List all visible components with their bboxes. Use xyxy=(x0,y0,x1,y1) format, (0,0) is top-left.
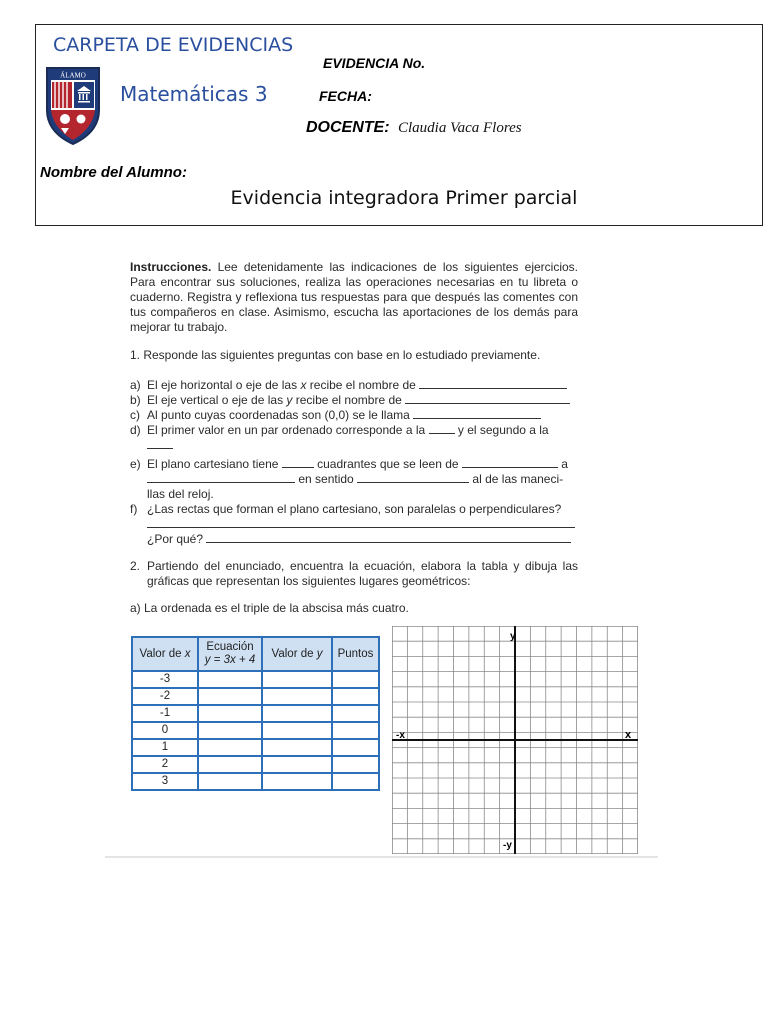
y-value-cell[interactable] xyxy=(262,739,332,756)
x-value-cell: -2 xyxy=(132,688,198,705)
worksheet-text xyxy=(130,260,578,616)
answer-blank[interactable] xyxy=(206,532,571,543)
y-value-cell[interactable] xyxy=(262,773,332,790)
equation-cell[interactable] xyxy=(198,773,262,790)
y-value-cell[interactable] xyxy=(262,722,332,739)
item-text xyxy=(147,408,578,423)
item-b-pre: El eje vertical o eje de las xyxy=(147,393,287,407)
item-d xyxy=(130,423,578,453)
question-2a: a) La ordenada es el triple de la abscisa más cuatro. xyxy=(130,601,409,615)
table-row xyxy=(132,773,379,790)
equation-cell[interactable] xyxy=(198,705,262,722)
question-2-number: 2. xyxy=(130,559,141,573)
answer-blank[interactable] xyxy=(413,408,541,419)
col-header-y-var: y xyxy=(316,647,323,660)
equation-cell[interactable] xyxy=(198,722,262,739)
col-header-eq-line2: y = 3x + 4 xyxy=(204,654,256,666)
item-letter: c) xyxy=(130,408,140,422)
header-box xyxy=(35,24,763,226)
table-row xyxy=(132,756,379,773)
points-cell[interactable] xyxy=(332,756,379,773)
question-2 xyxy=(130,559,578,589)
cartesian-grid xyxy=(392,626,638,854)
item-text xyxy=(147,423,578,453)
item-b-post: recibe el nombre de xyxy=(292,393,402,407)
y-value-cell[interactable] xyxy=(262,756,332,773)
evidencia-label: EVIDENCIA No. xyxy=(323,55,426,71)
col-header-eq-line1: Ecuación xyxy=(206,641,254,653)
y-value-cell[interactable] xyxy=(262,705,332,722)
item-f-text: ¿Las rectas que forman el plano cartesiano, son paralelas o perpendiculares? xyxy=(147,502,562,516)
col-header-x xyxy=(132,637,198,671)
y-axis-label: y xyxy=(510,631,516,642)
points-cell[interactable] xyxy=(332,688,379,705)
item-e-mid3: al de las maneci- xyxy=(472,472,564,486)
answer-blank[interactable] xyxy=(147,438,173,449)
x-value-cell: 0 xyxy=(132,722,198,739)
alumno-label: Nombre del Alumno: xyxy=(40,164,187,181)
table-row xyxy=(132,671,379,688)
question-1: 1. Responde las siguientes preguntas con base en lo estudiado previamente. xyxy=(130,348,541,362)
col-header-points: Puntos xyxy=(332,637,379,671)
item-a-post: recibe el nombre de xyxy=(306,378,416,392)
equation-cell[interactable] xyxy=(198,688,262,705)
cartesian-grid-svg xyxy=(392,626,638,854)
instructions-bold: Instrucciones. xyxy=(130,260,212,274)
item-text xyxy=(147,457,578,502)
item-c-text: Al punto cuyas coordenadas son (0,0) se le llama xyxy=(147,408,410,422)
item-f xyxy=(130,502,578,547)
item-d-pre: El primer valor en un par ordenado corresponde a la xyxy=(147,423,426,437)
table-header-row xyxy=(132,637,379,671)
item-d-mid: y el segundo a la xyxy=(457,423,549,437)
item-letter: d) xyxy=(130,423,141,437)
instructions-paragraph xyxy=(130,260,578,335)
points-cell[interactable] xyxy=(332,773,379,790)
col-header-y-pre: Valor de xyxy=(271,647,317,660)
item-b xyxy=(130,393,578,408)
evidence-title: Evidencia integradora Primer parcial xyxy=(230,187,578,209)
answer-blank[interactable] xyxy=(405,393,570,404)
neg-x-axis-label: -x xyxy=(396,730,405,741)
item-e-mid: cuadrantes que se leen de xyxy=(317,457,459,471)
x-value-cell: 2 xyxy=(132,756,198,773)
col-header-y xyxy=(262,637,332,671)
item-letter: b) xyxy=(130,393,141,407)
fecha-label: FECHA: xyxy=(319,88,372,104)
item-text xyxy=(147,393,578,408)
worksheet xyxy=(105,234,658,858)
answer-blank[interactable] xyxy=(419,378,567,389)
item-letter: a) xyxy=(130,378,141,392)
item-text xyxy=(147,502,578,547)
neg-y-axis-label: -y xyxy=(503,840,512,851)
item-e xyxy=(130,457,578,502)
equation-cell[interactable] xyxy=(198,671,262,688)
header-title: CARPETA DE EVIDENCIAS xyxy=(53,34,294,56)
table-row xyxy=(132,739,379,756)
item-e-end: llas del reloj. xyxy=(147,487,214,501)
y-value-cell[interactable] xyxy=(262,688,332,705)
answer-blank[interactable] xyxy=(147,472,295,483)
logo-text: ÁLAMO xyxy=(60,71,86,80)
points-cell[interactable] xyxy=(332,671,379,688)
x-value-cell: 1 xyxy=(132,739,198,756)
answer-blank[interactable] xyxy=(282,457,314,468)
item-e-a: a xyxy=(561,457,568,471)
item-c xyxy=(130,408,578,423)
x-value-cell: 3 xyxy=(132,773,198,790)
item-f-why: ¿Por qué? xyxy=(147,532,204,546)
item-b-var: y xyxy=(286,393,293,407)
subject-title: Matemáticas 3 xyxy=(120,82,268,106)
answer-blank[interactable] xyxy=(357,472,469,483)
question-2-text: Partiendo del enunciado, encuentra la ecuación, elabora la tabla y dibuja las gráficas que representan los siguientes lugares geométricos: xyxy=(147,559,578,588)
values-table xyxy=(131,636,380,791)
item-text xyxy=(147,378,578,393)
table-row xyxy=(132,722,379,739)
school-shield-logo xyxy=(45,66,101,146)
equation-cell[interactable] xyxy=(198,756,262,773)
col-header-equation xyxy=(198,637,262,671)
answer-blank[interactable] xyxy=(147,517,575,528)
item-e-mid2: en sentido xyxy=(298,472,354,486)
item-a-pre: El eje horizontal o eje de las xyxy=(147,378,301,392)
table-row xyxy=(132,688,379,705)
equation-cell[interactable] xyxy=(198,739,262,756)
answer-blank[interactable] xyxy=(462,457,558,468)
item-a xyxy=(130,378,578,393)
x-axis-label: x xyxy=(625,729,632,741)
docente-name: Claudia Vaca Flores xyxy=(398,120,522,136)
item-letter: f) xyxy=(130,502,138,516)
question-1-list xyxy=(130,378,578,547)
docente-label: DOCENTE: xyxy=(306,119,390,136)
y-value-cell[interactable] xyxy=(262,671,332,688)
x-value-cell: -1 xyxy=(132,705,198,722)
points-cell[interactable] xyxy=(332,705,379,722)
points-cell[interactable] xyxy=(332,722,379,739)
answer-blank[interactable] xyxy=(429,423,455,434)
item-letter: e) xyxy=(130,457,141,471)
col-header-x-pre: Valor de xyxy=(139,647,185,660)
points-cell[interactable] xyxy=(332,739,379,756)
table-row xyxy=(132,705,379,722)
instructions-text: Lee detenidamente las indicaciones de los siguientes ejercicios. Para encontrar sus soluciones, realiza las operaciones necesarias en tu libreta o cuaderno. Registra y reflexiona tus respuestas para que después las comentes con tus compañeros en clase. Asimismo, escucha las aportaciones de los demás para mejorar tu trabajo. xyxy=(130,260,578,334)
col-header-x-var: x xyxy=(184,647,191,660)
item-a-var: x xyxy=(300,378,307,392)
x-value-cell: -3 xyxy=(132,671,198,688)
item-e-pre: El plano cartesiano tiene xyxy=(147,457,279,471)
